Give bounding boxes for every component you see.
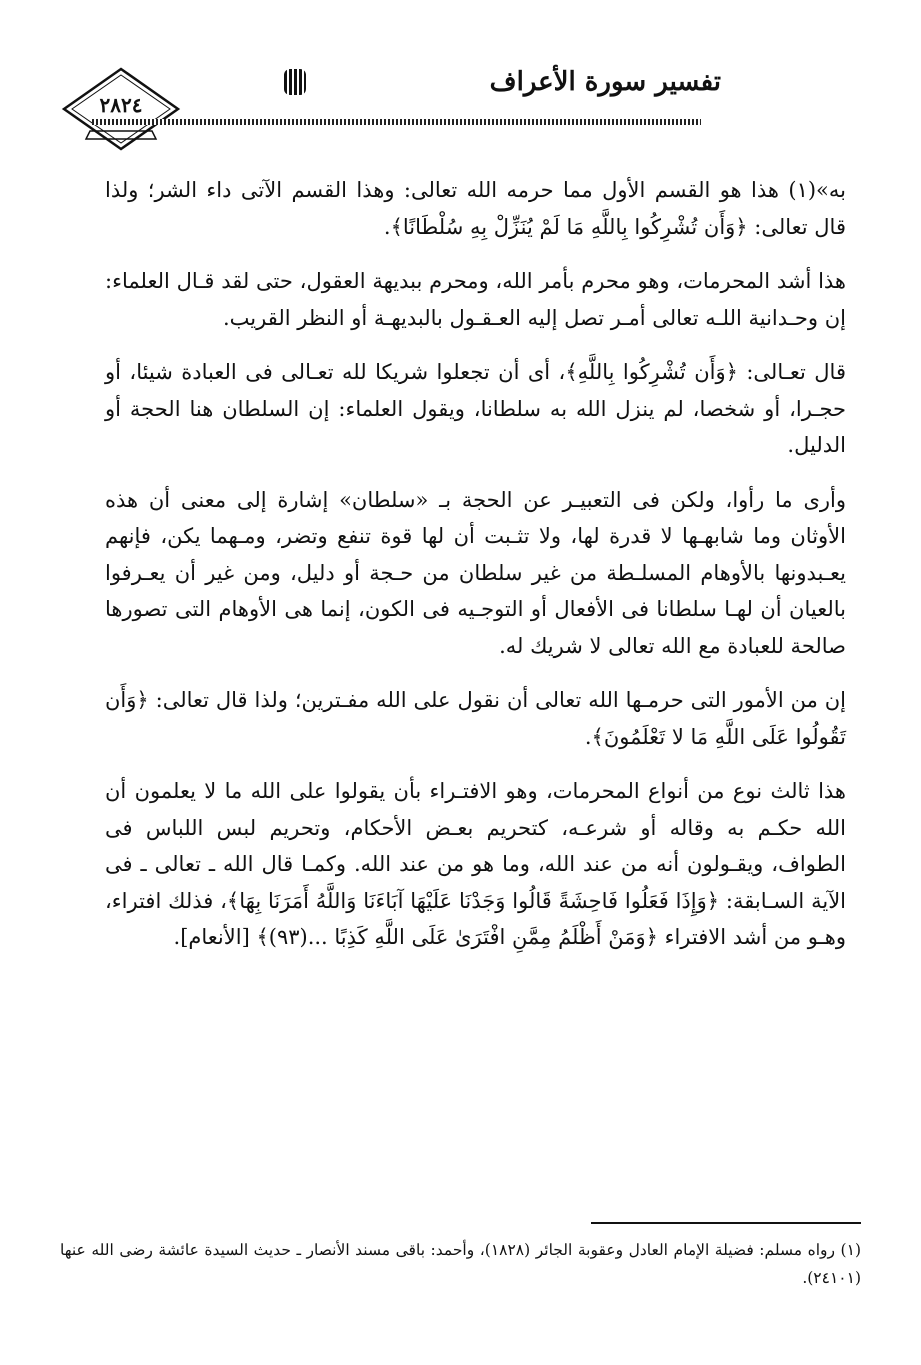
- running-title: تفسير سورة الأعراف: [489, 67, 721, 97]
- footnote-divider: [591, 1222, 861, 1224]
- footnote: (١) رواه مسلم: فضيلة الإمام العادل وعقوبة الجائر (١٨٢٨)، وأحمد: باقى مسند الأنصار ـ حديث السيدة عائشة رضى الله عنها (٢٤١٠١).: [60, 1241, 861, 1287]
- paragraph: وأرى ما رأوا، ولكن فى التعبيـر عن الحجة بـ «سلطان» إشارة إلى معنى أن هذه الأوثان وما شابهـها لا قدرة لها، ولا تثـبت أن لها قوة تنفع وتضر، ومـهما يكن، فإنهم يعـبدونها بالأوهام المسلـطة من غير سلطان من حـجة أو دليل، ومن غير أن يعـرفوا بالعيان أن لهـا سلطانا فى الأفعال أو التوجـيه فى الكون، إنما هى الأوهام التى تصورها صالحة للعبادة مع الله تعالى لا شريك له.: [105, 487, 846, 658]
- main-text: [105, 172, 846, 974]
- paragraph: إن من الأمور التى حرمـها الله تعالى أن نقول على الله مفـترين؛ ولذا قال تعالى: ﴿وَأَن تَقُولُوا عَلَى اللَّهِ مَا لا تَعْلَمُونَ﴾.: [105, 688, 846, 749]
- paragraph: هذا أشد المحرمات، وهو محرم بأمر الله، ومحرم ببديهة العقول، حتى لقد قـال العلماء: إن وحـدانية اللـه تعالى أمـر تصل إليه العـقـول بالبديهـة أو النظر القريب.: [105, 269, 846, 330]
- page-number-ornament: [60, 65, 182, 153]
- paragraph: به»(١) هذا هو القسم الأول مما حرمه الله تعالى: وهذا القسم الآتى داء الشر؛ ولذا قال تعالى: ﴿وَأَن تُشْرِكُوا بِاللَّهِ مَا لَمْ يُنَزِّلْ بِهِ سُلْطَانًا﴾.: [105, 178, 846, 239]
- header-ornament-icon: [284, 69, 306, 95]
- header-rule: [92, 119, 701, 125]
- paragraph: قال تعـالى: ﴿وَأَن تُشْرِكُوا بِاللَّهِ﴾، أى أن تجعلوا شريكا لله تعـالى فى العبادة شيئا، أو حجـرا، أو شخصا، لم ينزل الله به سلطانا، ويقول العلماء: إن السلطان هنا الحجة أو الدليل.: [105, 360, 846, 457]
- page-number: ٢٨٢٤: [99, 93, 143, 117]
- paragraph: هذا ثالث نوع من أنواع المحرمات، وهو الافتـراء بأن يقولوا على الله ما لا يعلمون أن الله حكـم به وقاله أو شرعـه، كتحريم بعـض الأحكام، وتحريم لبس اللباس فى الطواف، ويقـولون أنه من عند الله، وما هو من عند الله. وكمـا قال الله ـ تعالى ـ فى الآية السـابقة: ﴿وَإِذَا فَعَلُوا فَاحِشَةً قَالُوا وَجَدْنَا عَلَيْهَا آبَاءَنَا وَاللَّهُ أَمَرَنَا بِهَا﴾، فذلك افتراء، وهـو من أشد الافتراء ﴿وَمَنْ أَظْلَمُ مِمَّنِ افْتَرَىٰ عَلَى اللَّهِ كَذِبًا ...(٩٣)﴾ [الأنعام].: [105, 779, 846, 949]
- page-header: [60, 55, 861, 145]
- footnotes: [60, 1236, 861, 1292]
